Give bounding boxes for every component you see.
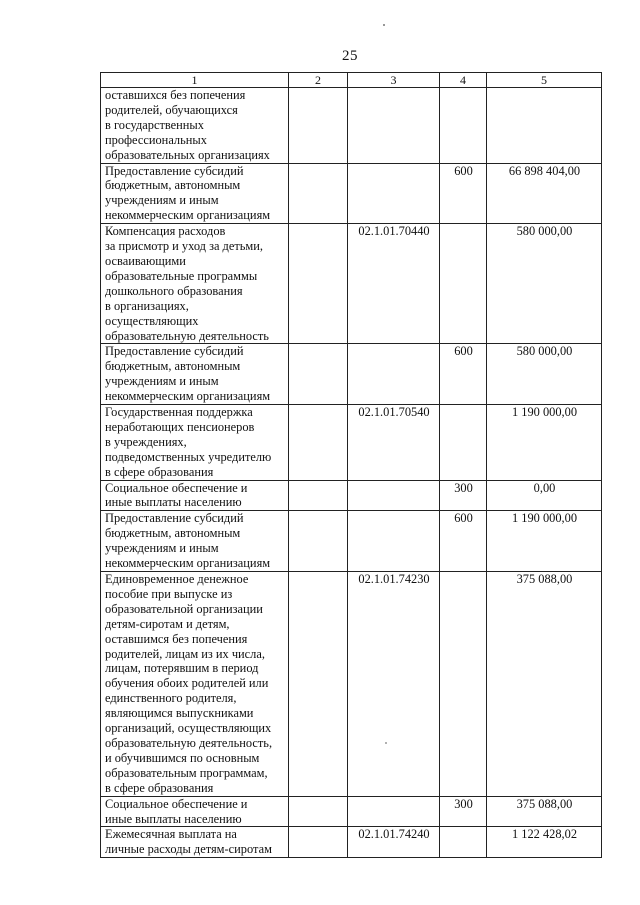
row-name-cell: оставшихся без попечения родителей, обучающихся в государственных профессиональных образовательных организациях (101, 88, 289, 164)
row-col2-cell (289, 511, 348, 572)
table-row (101, 88, 602, 164)
row-sum-cell: 375 088,00 (487, 796, 602, 827)
row-code-cell (348, 480, 440, 511)
row-kvr-cell (440, 224, 487, 344)
row-kvr-cell: 600 (440, 163, 487, 224)
row-sum-cell: 580 000,00 (487, 344, 602, 405)
row-code-cell (348, 511, 440, 572)
row-name-cell: Государственная поддержка неработающих пенсионеров в учреждениях, подведомственных учредителю в сфере образования (101, 405, 289, 481)
page-number: 25 (342, 48, 358, 64)
table-row (101, 163, 602, 224)
header-col-2: 2 (289, 73, 348, 88)
row-sum-cell: 1 122 428,02 (487, 827, 602, 858)
table-row (101, 224, 602, 344)
table-row (101, 796, 602, 827)
row-sum-cell: 0,00 (487, 480, 602, 511)
row-code-cell: 02.1.01.74230 (348, 572, 440, 797)
row-name-cell: Единовременное денежное пособие при выпуске из образовательной организации детям-сиротам и детям, оставшимся без попечения родителей, лицам из их числа, лицам, потерявшим в период обучения обоих родителей или единственного родителя, являющимся выпускниками организаций, осуществляющих образовательную деятельность, и обучившимся по основным образовательным программам, в сфере образования (101, 572, 289, 797)
table-body (101, 88, 602, 858)
row-name-cell: Компенсация расходов за присмотр и уход за детьми, осваивающими образовательные программы дошкольного образования в организациях, осуществляющих образовательную деятельность (101, 224, 289, 344)
row-kvr-cell (440, 405, 487, 481)
row-col2-cell (289, 827, 348, 858)
row-col2-cell (289, 405, 348, 481)
row-code-cell (348, 163, 440, 224)
table-row (101, 480, 602, 511)
row-kvr-cell (440, 572, 487, 797)
row-col2-cell (289, 480, 348, 511)
row-col2-cell (289, 88, 348, 164)
row-kvr-cell: 300 (440, 480, 487, 511)
row-kvr-cell: 600 (440, 344, 487, 405)
row-name-cell: Предоставление субсидий бюджетным, автономным учреждениям и иным некоммерческим организациям (101, 511, 289, 572)
row-sum-cell: 66 898 404,00 (487, 163, 602, 224)
row-kvr-cell (440, 88, 487, 164)
row-code-cell (348, 344, 440, 405)
row-sum-cell: 1 190 000,00 (487, 405, 602, 481)
row-sum-cell: 1 190 000,00 (487, 511, 602, 572)
scan-speck (383, 24, 385, 26)
row-code-cell (348, 796, 440, 827)
row-kvr-cell (440, 827, 487, 858)
row-name-cell: Ежемесячная выплата на личные расходы детям-сиротам (101, 827, 289, 858)
row-col2-cell (289, 163, 348, 224)
row-sum-cell: 375 088,00 (487, 572, 602, 797)
table-row (101, 344, 602, 405)
header-col-1: 1 (101, 73, 289, 88)
row-sum-cell: 580 000,00 (487, 224, 602, 344)
row-name-cell: Социальное обеспечение и иные выплаты населению (101, 480, 289, 511)
row-code-cell: 02.1.01.70440 (348, 224, 440, 344)
row-name-cell: Предоставление субсидий бюджетным, автономным учреждениям и иным некоммерческим организациям (101, 344, 289, 405)
row-kvr-cell: 600 (440, 511, 487, 572)
budget-table (100, 72, 602, 858)
header-row (101, 73, 602, 88)
row-col2-cell (289, 572, 348, 797)
table-header (101, 73, 602, 88)
row-code-cell: 02.1.01.74240 (348, 827, 440, 858)
table-row (101, 511, 602, 572)
row-name-cell: Предоставление субсидий бюджетным, автономным учреждениям и иным некоммерческим организациям (101, 163, 289, 224)
row-col2-cell (289, 796, 348, 827)
row-kvr-cell: 300 (440, 796, 487, 827)
header-col-3: 3 (348, 73, 440, 88)
table-row (101, 572, 602, 797)
row-col2-cell (289, 224, 348, 344)
row-code-cell: 02.1.01.70540 (348, 405, 440, 481)
row-code-cell (348, 88, 440, 164)
row-sum-cell (487, 88, 602, 164)
row-name-cell: Социальное обеспечение и иные выплаты населению (101, 796, 289, 827)
table-row (101, 405, 602, 481)
table-row (101, 827, 602, 858)
row-col2-cell (289, 344, 348, 405)
header-col-4: 4 (440, 73, 487, 88)
header-col-5: 5 (487, 73, 602, 88)
